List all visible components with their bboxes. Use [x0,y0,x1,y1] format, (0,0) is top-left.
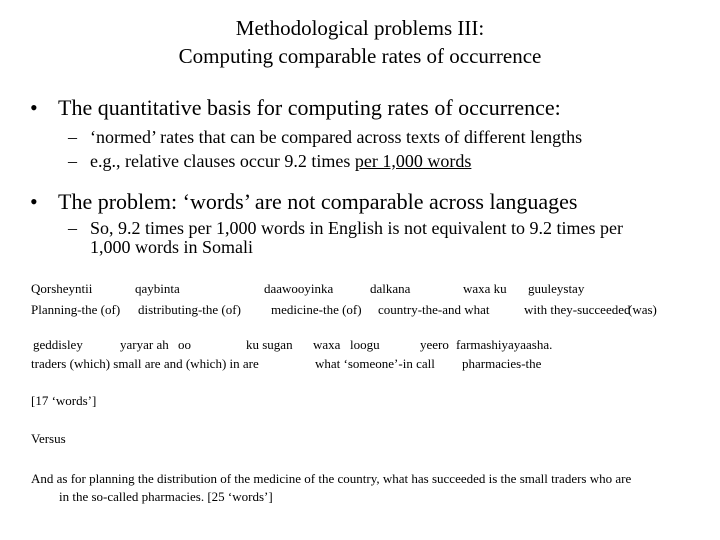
somali-word: daawooyinka [264,281,334,296]
english-gloss: what ‘someone’-in call [315,356,435,371]
english-gloss: country-the-and what [378,302,490,317]
english-gloss: medicine-the (of) [271,302,362,317]
somali-word: waxa [313,337,341,352]
sub-marker-2a: – [68,218,77,238]
english-gloss: (was) [628,302,657,317]
sub-text-1b-underlined: per 1,000 words [354,151,472,171]
somali-word: yaryar ah [120,337,169,352]
english-gloss: Planning-the (of) [31,302,121,317]
bullet-marker-1: • [30,95,38,120]
sub-marker-1b: – [68,151,77,171]
sub-text-1b [90,151,471,172]
bullet-marker-2: • [30,189,38,214]
word-count-somali: [17 ‘words’] [31,393,97,408]
somali-word: loogu [350,337,380,352]
bullet-text-1: The quantitative basis for computing rates of occurrence: [58,95,561,120]
bullet-text-2: The problem: ‘words’ are not comparable across languages [58,189,578,214]
somali-word: ku sugan [246,337,293,352]
sub-text-2a-line1: So, 9.2 times per 1,000 words in English is not equivalent to 9.2 times per [90,218,623,238]
somali-word: Qorsheyntii [31,281,93,296]
somali-word: guuleystay [528,281,585,296]
translation-line-1: And as for planning the distribution of the medicine of the country, what has succeeded is the small traders who are [31,471,632,486]
somali-word: farmashiyayaasha. [456,337,553,352]
sub-text-1b-plain: e.g., relative clauses occur 9.2 times [90,151,355,171]
somali-word: dalkana [370,281,411,296]
english-gloss: pharmacies-the [462,356,542,371]
slide-title [0,14,720,70]
sub-marker-1a: – [68,127,77,147]
sub-text-1a: ‘normed’ rates that can be compared across texts of different lengths [90,127,583,147]
sub-text-2a-line2: 1,000 words in Somali [90,237,254,257]
somali-word: oo [178,337,191,352]
somali-word: geddisley [33,337,83,352]
translation-line-2: in the so-called pharmacies. [25 ‘words’] [59,489,273,504]
english-gloss: distributing-the (of) [138,302,241,317]
english-gloss: with they-succeeded [524,302,631,317]
somali-word: waxa ku [463,281,507,296]
title-line-1: Methodological problems III: [235,16,485,40]
english-gloss: traders (which) small are and (which) in are [31,356,259,371]
somali-word: yeero [420,337,449,352]
versus-label: Versus [31,431,66,446]
somali-word: qaybinta [135,281,180,296]
title-line-2: Computing comparable rates of occurrence [178,44,542,68]
